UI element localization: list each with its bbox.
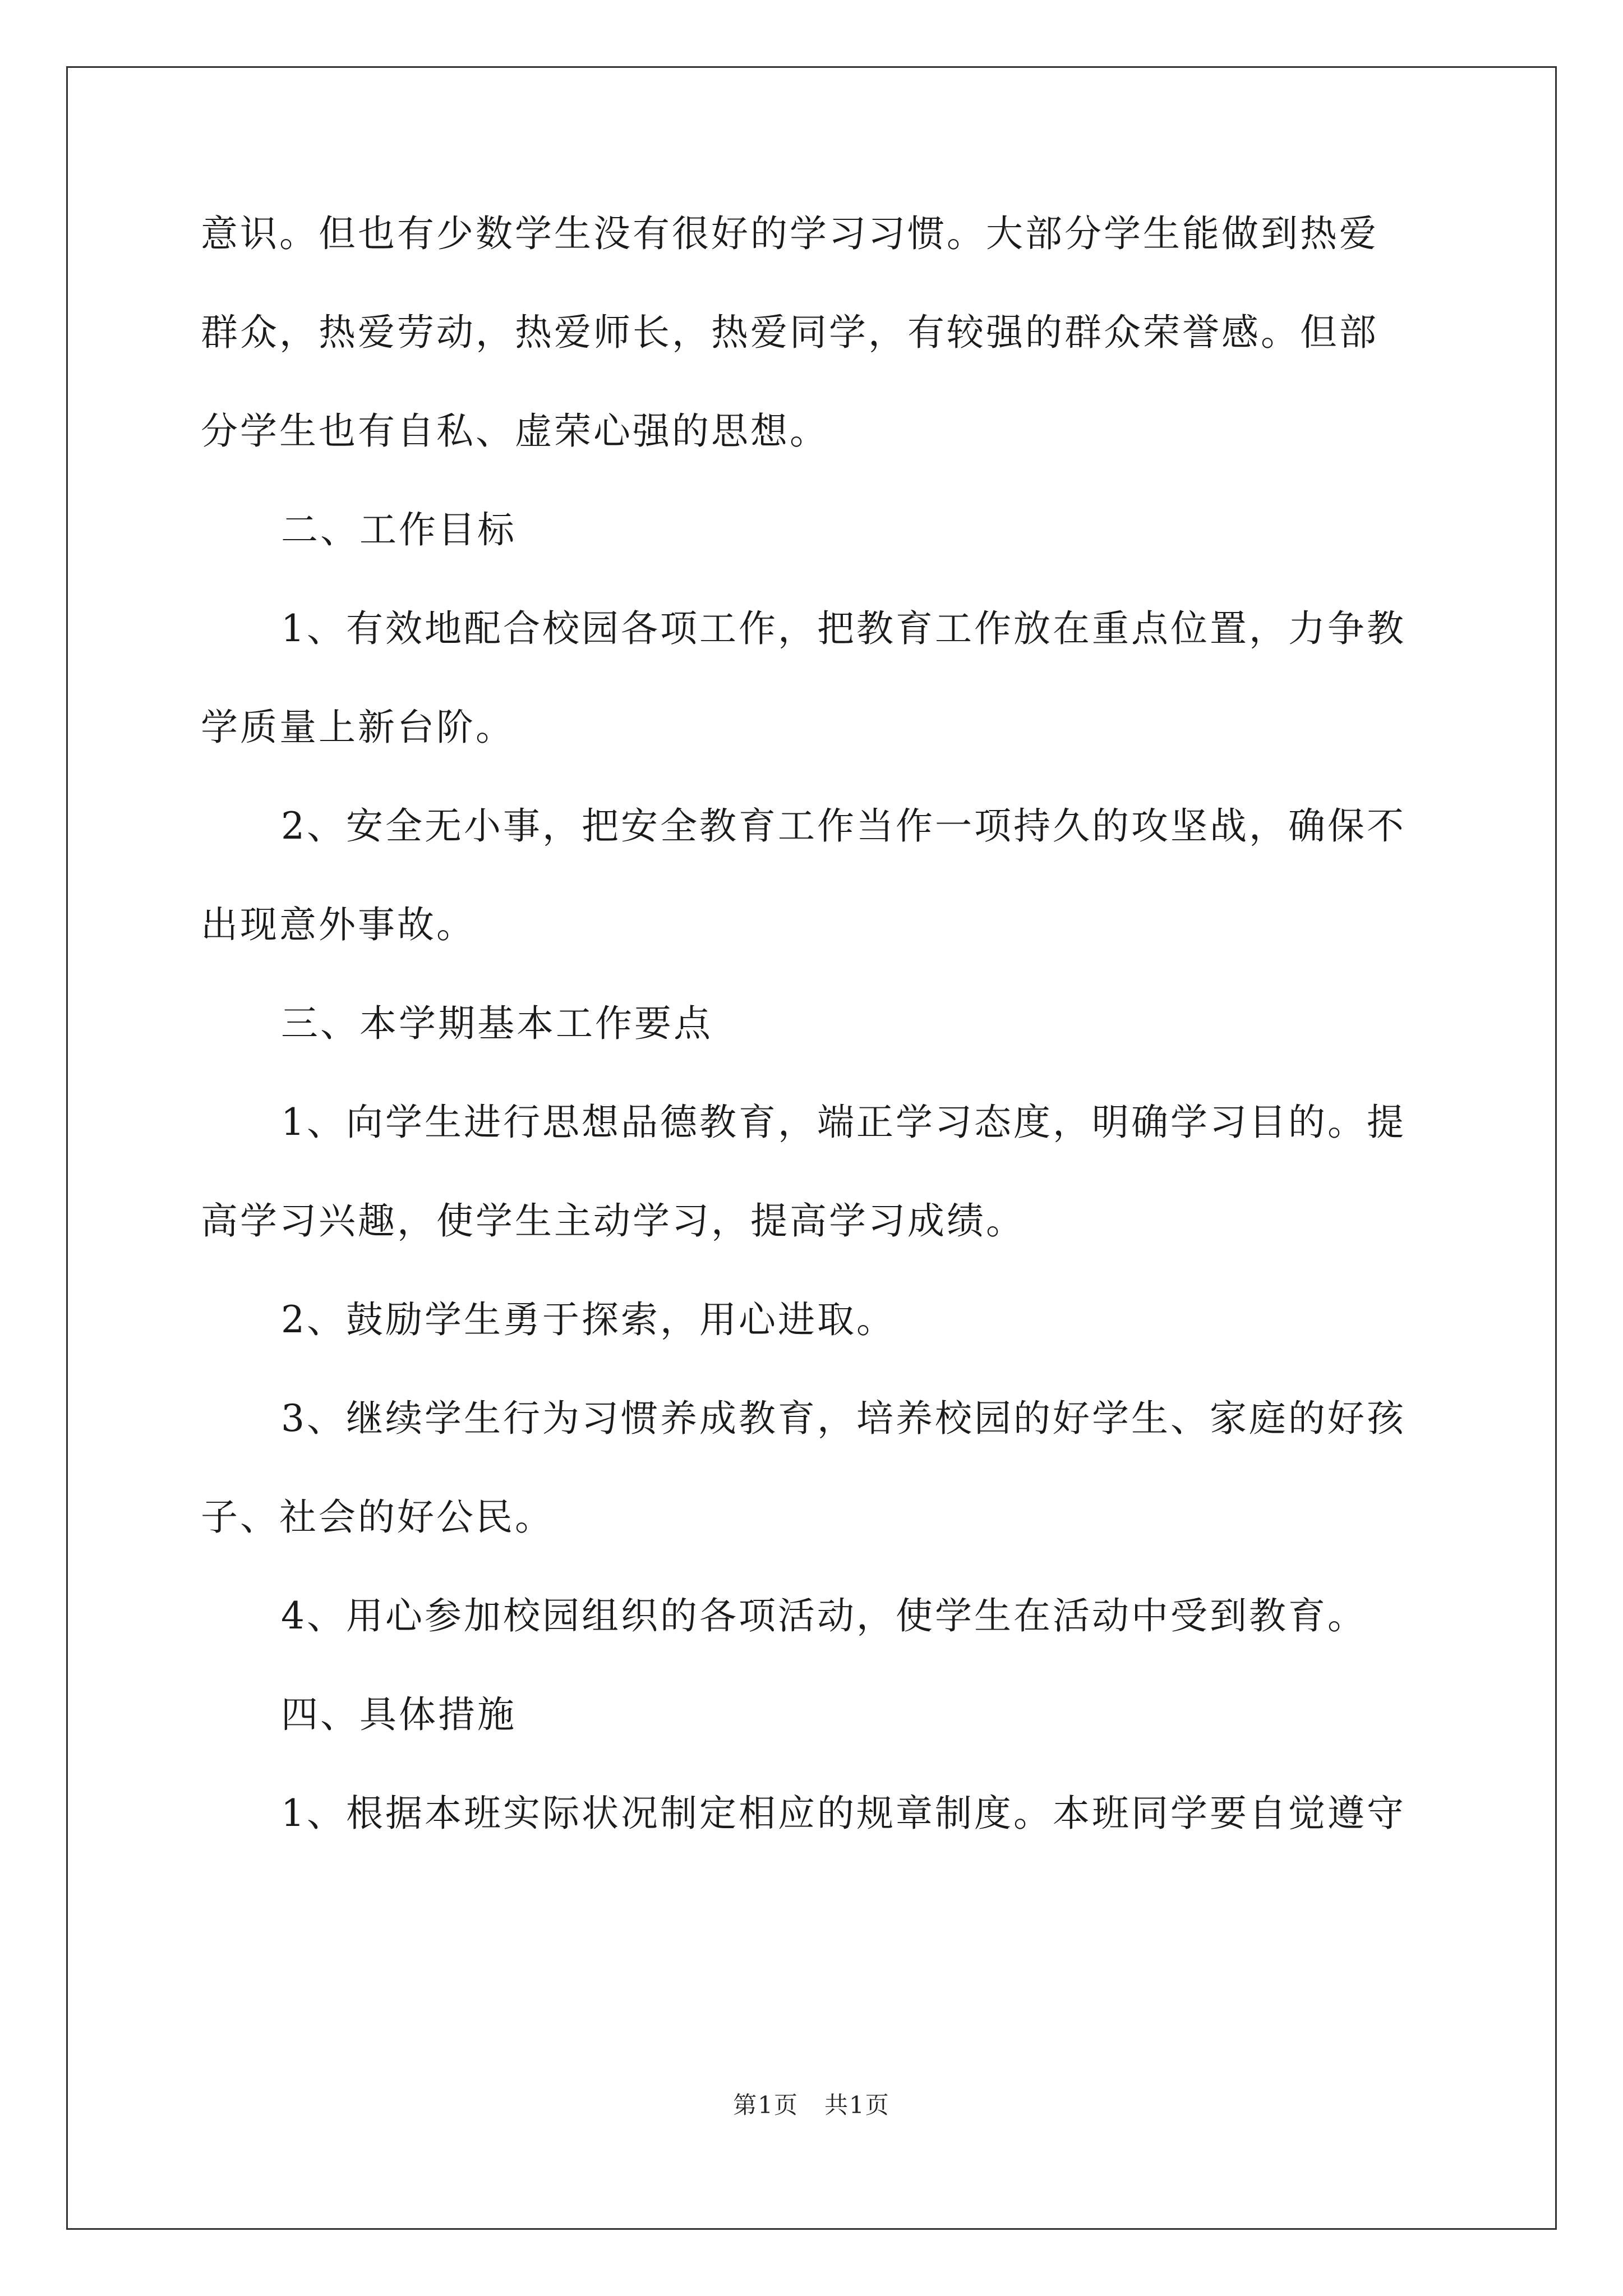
text-line-15: 4、用心参加校园组织的各项活动，使学生在活动中受到教育。 <box>281 1594 1367 1637</box>
document-body <box>201 185 1435 1864</box>
text-line-1: 意识。但也有少数学生没有很好的学习习惯。大部分学生能做到热爱 <box>201 212 1378 255</box>
text-line-13: 3、继续学生行为习惯养成教育，培养校园的好学生、家庭的好孩 <box>281 1397 1406 1440</box>
section-heading-goals: 二、工作目标 <box>281 508 517 551</box>
text-line-17: 1、根据本班实际状况制定相应的规章制度。本班同学要自觉遵守 <box>281 1792 1406 1835</box>
page-footer <box>0 2087 1623 2120</box>
text-line-14: 子、社会的好公民。 <box>201 1496 554 1539</box>
page-number: 第1页 <box>733 2091 799 2119</box>
text-line-2: 群众，热爱劳动，热爱师长，热爱同学，有较强的群众荣誉感。但部 <box>201 311 1378 354</box>
text-line-7: 2、安全无小事，把安全教育工作当作一项持久的攻坚战，确保不 <box>281 804 1406 848</box>
section-heading-measures: 四、具体措施 <box>281 1693 517 1736</box>
text-line-3: 分学生也有自私、虚荣心强的思想。 <box>201 409 829 453</box>
page-total: 共1页 <box>824 2091 890 2119</box>
text-line-11: 高学习兴趣，使学生主动学习，提高学习成绩。 <box>201 1199 1025 1243</box>
text-line-8: 出现意外事故。 <box>201 903 476 946</box>
text-line-5: 1、有效地配合校园各项工作，把教育工作放在重点位置，力争教 <box>281 607 1406 650</box>
text-line-10: 1、向学生进行思想品德教育，端正学习态度，明确学习目的。提 <box>281 1101 1406 1144</box>
text-line-6: 学质量上新台阶。 <box>201 706 515 749</box>
section-heading-key-points: 三、本学期基本工作要点 <box>281 1002 713 1045</box>
text-line-12: 2、鼓励学生勇于探索，用心进取。 <box>281 1298 896 1341</box>
